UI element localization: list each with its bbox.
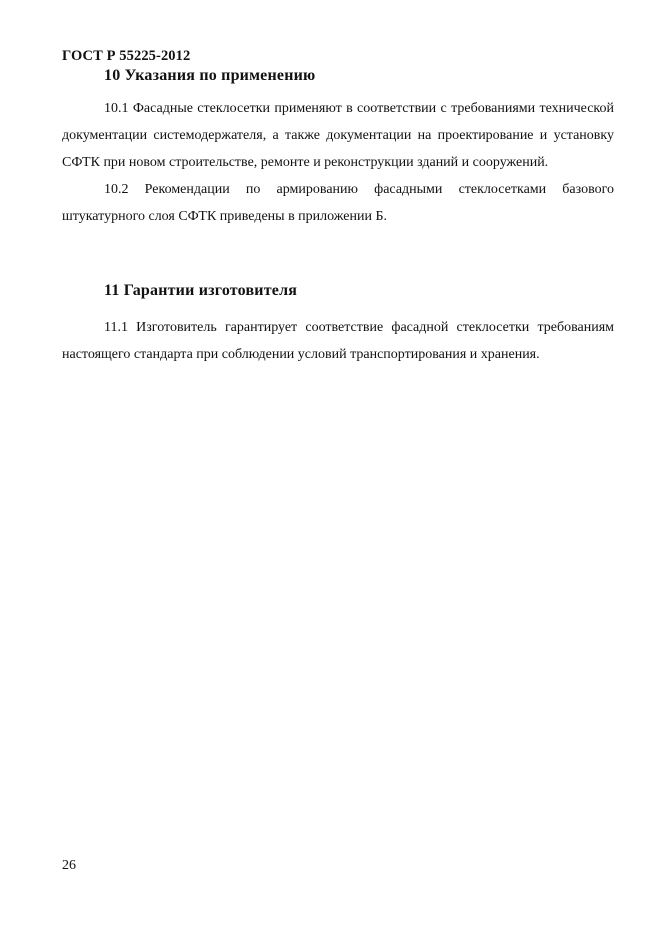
- section-manufacturer-warranty: [62, 281, 614, 368]
- paragraph-10-2: 10.2 Рекомендации по армированию фасадными стеклосетками базового штукатурного слоя СФТК приведены в приложении Б.: [62, 182, 614, 224]
- section-heading: 11 Гарантии изготовителя: [104, 282, 298, 299]
- paragraph-10-1: 10.1 Фасадные стеклосетки применяют в соответствии с требованиями технической документации системодержателя, а также документации на проектирование и установку СФТК при новом строительстве, ремонте и реконструкции зданий и сооружений.: [62, 101, 614, 170]
- section-heading: 10 Указания по применению: [104, 67, 316, 84]
- document-standard-id: ГОСТ Р 55225-2012: [62, 48, 191, 64]
- paragraph-11-1: 11.1 Изготовитель гарантирует соответствие фасадной стеклосетки требованиям настоящего стандарта при соблюдении условий транспортирования и хранения.: [62, 320, 614, 362]
- section-usage-instructions: [62, 66, 614, 230]
- page-number: 26: [62, 858, 76, 873]
